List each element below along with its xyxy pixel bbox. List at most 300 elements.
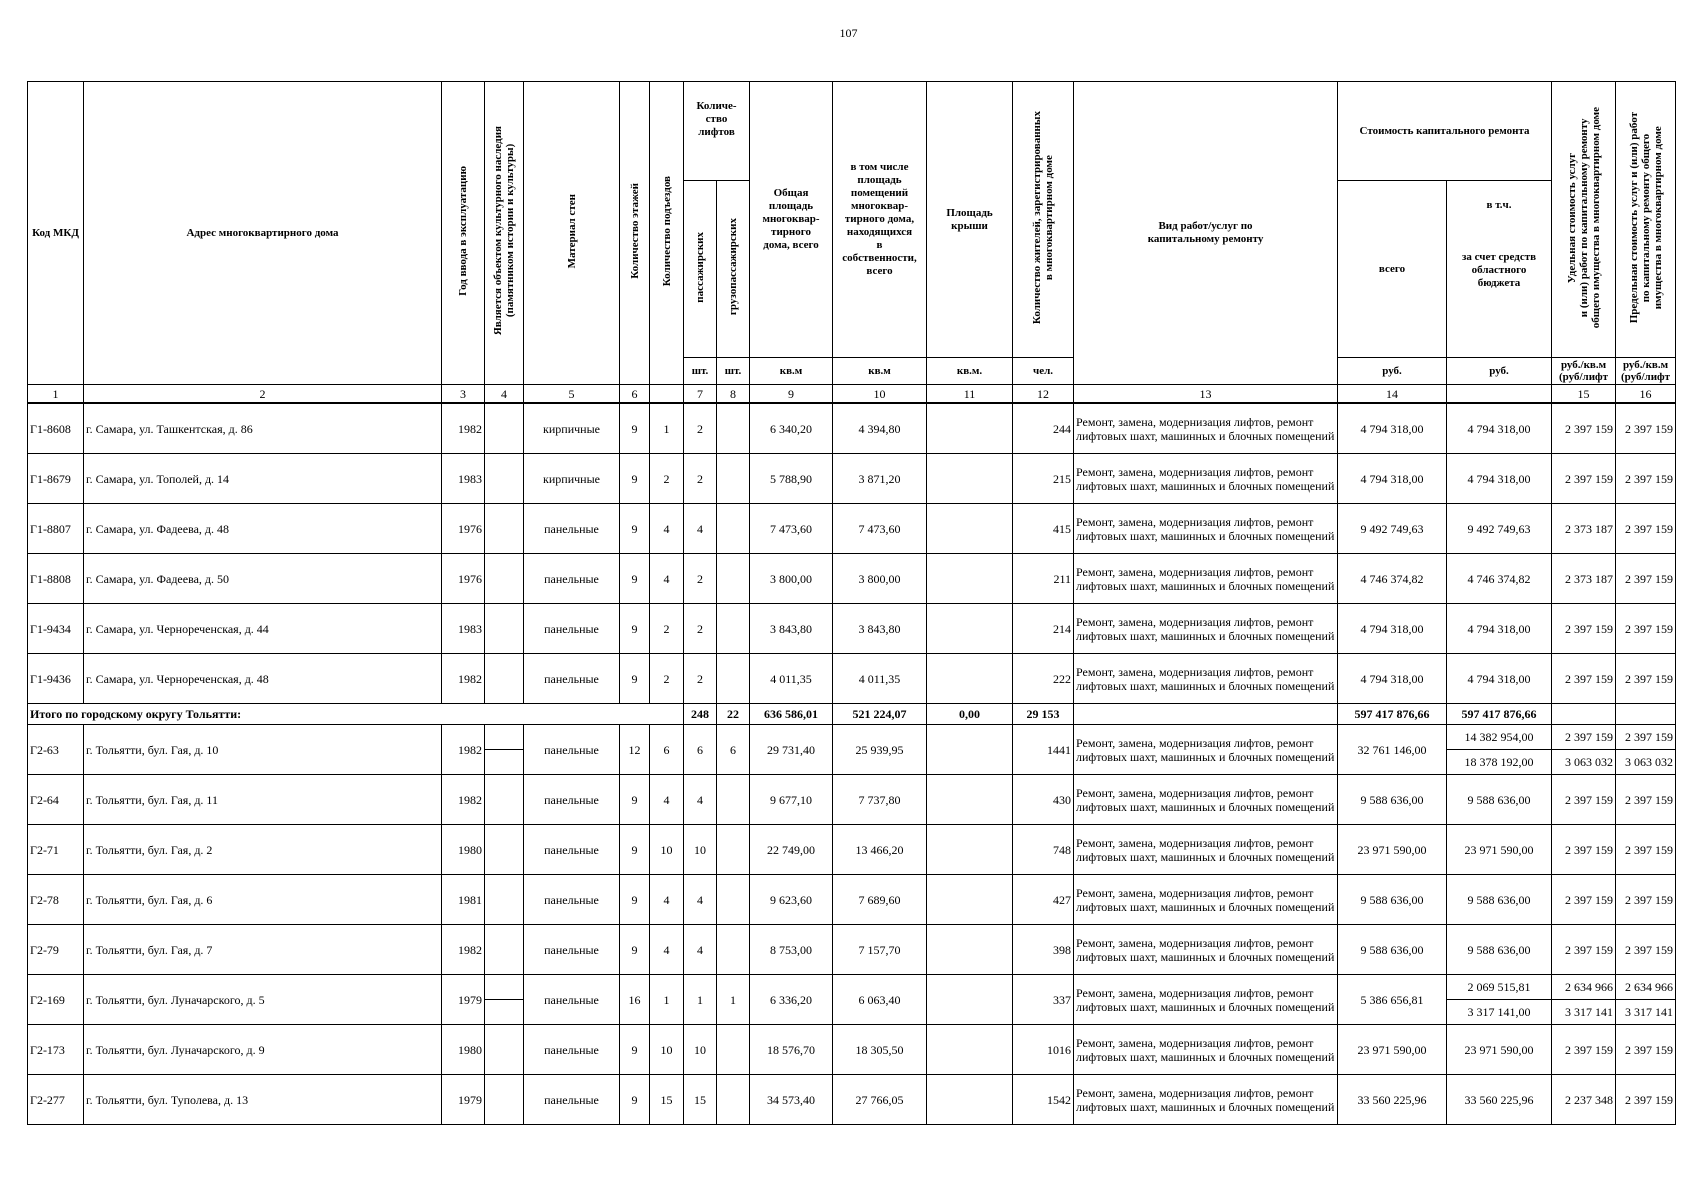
cell-owned-area: 25 939,95	[833, 725, 927, 775]
cell-residents: 1441	[1013, 725, 1074, 775]
column-number: 2	[84, 385, 442, 404]
cell-lifts-cargo	[717, 454, 750, 504]
cell-entrances: 10	[650, 825, 684, 875]
cell-lifts-pass: 10	[684, 825, 717, 875]
cell-work: Ремонт, замена, модернизация лифтов, ремонт лифтовых шахт, машинных и блочных помещений	[1074, 975, 1338, 1025]
capital-repair-table	[27, 81, 1676, 1125]
cell-residents: 244	[1013, 403, 1074, 454]
cell-limit-cost: 2 397 159	[1616, 454, 1676, 504]
cell-wall: панельные	[524, 725, 620, 775]
cell-work: Ремонт, замена, модернизация лифтов, ремонт лифтовых шахт, машинных и блочных помещений	[1074, 925, 1338, 975]
cell-year: 1983	[442, 454, 485, 504]
table-row	[28, 654, 1676, 704]
header-floors: Количество этажей	[620, 82, 650, 385]
cell-code: Г2-277	[28, 1075, 84, 1125]
cell-unit-cost: 2 397 159	[1552, 454, 1616, 504]
cell-limit-cost: 2 397 159	[1616, 775, 1676, 825]
cell-owned-area: 4 011,35	[833, 654, 927, 704]
cell-cost-region: 4 794 318,00	[1447, 454, 1552, 504]
cell-unit-cost: 2 373 187	[1552, 554, 1616, 604]
cell-entrances: 2	[650, 604, 684, 654]
cell-wall: панельные	[524, 975, 620, 1025]
cell-roof	[927, 775, 1013, 825]
cell-year: 1982	[442, 403, 485, 454]
cell-wall: панельные	[524, 654, 620, 704]
cell-lifts-cargo	[717, 925, 750, 975]
cell-unit-cost: 2 397 159	[1552, 725, 1616, 750]
cell-total-area: 5 788,90	[750, 454, 833, 504]
cell-heritage	[485, 875, 524, 925]
cell-code: Г2-64	[28, 775, 84, 825]
header-cost-total: всего	[1338, 181, 1447, 358]
column-number: 14	[1338, 385, 1447, 404]
cell-floors: 9	[620, 454, 650, 504]
cell-lifts-cargo	[717, 775, 750, 825]
total-owned-area: 521 224,07	[833, 704, 927, 725]
cell-lifts-cargo	[717, 604, 750, 654]
header-residents: Количество жителей, зарегистрированных в многоквартирном доме	[1013, 82, 1074, 358]
cell-address: г. Тольятти, бул. Гая, д. 2	[84, 825, 442, 875]
header-entrances: Количество подъездов	[650, 82, 684, 385]
table-row	[28, 725, 1676, 750]
cell-owned-area: 13 466,20	[833, 825, 927, 875]
cell-entrances: 10	[650, 1025, 684, 1075]
column-number: 7	[684, 385, 717, 404]
cell-address: г. Самара, ул. Чернореченская, д. 48	[84, 654, 442, 704]
cell-roof	[927, 825, 1013, 875]
cell-roof	[927, 504, 1013, 554]
cell-unit-cost: 2 397 159	[1552, 654, 1616, 704]
table-header	[28, 82, 1676, 404]
header-address: Адрес многоквартирного дома	[84, 82, 442, 385]
cell-work: Ремонт, замена, модернизация лифтов, ремонт лифтовых шахт, машинных и блочных помещений	[1074, 875, 1338, 925]
cell-cost-region: 9 492 749,63	[1447, 504, 1552, 554]
column-number	[650, 385, 684, 404]
cell-cost-region: 4 794 318,00	[1447, 654, 1552, 704]
cell-wall: панельные	[524, 775, 620, 825]
cell-entrances: 6	[650, 725, 684, 775]
header-total-area: Общая площадь многоквар- тирного дома, всего	[750, 82, 833, 358]
cell-cost-region: 4 794 318,00	[1447, 403, 1552, 454]
cell-address: г. Тольятти, бул. Туполева, д. 13	[84, 1075, 442, 1125]
cell-roof	[927, 454, 1013, 504]
empty-cell	[1552, 704, 1616, 725]
cell-year: 1976	[442, 504, 485, 554]
empty-cell	[485, 704, 524, 725]
unit-m2: кв.м	[833, 358, 927, 385]
cell-owned-area: 27 766,05	[833, 1075, 927, 1125]
cell-cost-region: 9 588 636,00	[1447, 775, 1552, 825]
cell-unit-cost: 3 317 141	[1552, 1000, 1616, 1025]
cell-total-area: 8 753,00	[750, 925, 833, 975]
cell-floors: 9	[620, 554, 650, 604]
cell-limit-cost: 2 397 159	[1616, 604, 1676, 654]
header-limit-cost: Предельная стоимость услуг и (или) работ по капитальному ремонту общего имущества в многоквартирном доме	[1616, 82, 1676, 358]
cell-floors: 9	[620, 925, 650, 975]
column-number: 10	[833, 385, 927, 404]
cell-cost-total: 4 746 374,82	[1338, 554, 1447, 604]
cell-wall: панельные	[524, 554, 620, 604]
cell-work: Ремонт, замена, модернизация лифтов, ремонт лифтовых шахт, машинных и блочных помещений	[1074, 825, 1338, 875]
page-number: 107	[839, 26, 858, 40]
cell-limit-cost: 2 397 159	[1616, 725, 1676, 750]
cell-heritage	[485, 725, 524, 775]
total-roof: 0,00	[927, 704, 1013, 725]
cell-address: г. Тольятти, бул. Гая, д. 6	[84, 875, 442, 925]
cell-cost-region: 18 378 192,00	[1447, 750, 1552, 775]
header-cost: Стоимость капитального ремонта	[1338, 82, 1552, 181]
cell-wall: панельные	[524, 1025, 620, 1075]
cell-unit-cost: 2 397 159	[1552, 775, 1616, 825]
table-row	[28, 454, 1676, 504]
header-heritage: Является объектом культурного наследия (памятником истории и культуры)	[485, 82, 524, 385]
cell-lifts-pass: 2	[684, 403, 717, 454]
cell-year: 1981	[442, 875, 485, 925]
cell-entrances: 2	[650, 454, 684, 504]
empty-cell	[524, 704, 620, 725]
cell-lifts-pass: 4	[684, 925, 717, 975]
cell-unit-cost: 2 397 159	[1552, 875, 1616, 925]
column-number: 15	[1552, 385, 1616, 404]
cell-floors: 9	[620, 654, 650, 704]
cell-owned-area: 4 394,80	[833, 403, 927, 454]
table-row	[28, 825, 1676, 875]
cell-address: г. Тольятти, бул. Луначарского, д. 9	[84, 1025, 442, 1075]
cell-work: Ремонт, замена, модернизация лифтов, ремонт лифтовых шахт, машинных и блочных помещений	[1074, 1025, 1338, 1075]
cell-code: Г1-8807	[28, 504, 84, 554]
cell-year: 1979	[442, 1075, 485, 1125]
column-number: 16	[1616, 385, 1676, 404]
column-number	[1447, 385, 1552, 404]
cell-unit-cost: 2 397 159	[1552, 403, 1616, 454]
cell-residents: 430	[1013, 775, 1074, 825]
cell-floors: 9	[620, 875, 650, 925]
empty-cell	[650, 704, 684, 725]
cell-residents: 222	[1013, 654, 1074, 704]
cell-code: Г1-9434	[28, 604, 84, 654]
total-cost: 597 417 876,66	[1338, 704, 1447, 725]
cell-code: Г2-63	[28, 725, 84, 775]
cell-work: Ремонт, замена, модернизация лифтов, ремонт лифтовых шахт, машинных и блочных помещений	[1074, 454, 1338, 504]
cell-lifts-cargo	[717, 654, 750, 704]
cell-lifts-cargo	[717, 554, 750, 604]
cell-code: Г1-8608	[28, 403, 84, 454]
cell-roof	[927, 1075, 1013, 1125]
cell-heritage	[485, 403, 524, 454]
cell-floors: 9	[620, 403, 650, 454]
cell-year: 1982	[442, 775, 485, 825]
cell-entrances: 4	[650, 925, 684, 975]
cell-owned-area: 7 689,60	[833, 875, 927, 925]
cell-entrances: 1	[650, 403, 684, 454]
cell-heritage	[485, 504, 524, 554]
cell-residents: 215	[1013, 454, 1074, 504]
cell-floors: 12	[620, 725, 650, 775]
empty-cell	[620, 704, 650, 725]
cell-wall: панельные	[524, 1075, 620, 1125]
cell-heritage	[485, 925, 524, 975]
cell-unit-cost: 2 397 159	[1552, 1025, 1616, 1075]
cell-heritage	[485, 825, 524, 875]
cell-code: Г1-8679	[28, 454, 84, 504]
cell-lifts-cargo	[717, 1075, 750, 1125]
cell-unit-cost: 2 397 159	[1552, 925, 1616, 975]
cell-lifts-cargo	[717, 825, 750, 875]
cell-code: Г1-8808	[28, 554, 84, 604]
cell-floors: 9	[620, 825, 650, 875]
cell-work: Ремонт, замена, модернизация лифтов, ремонт лифтовых шахт, машинных и блочных помещений	[1074, 775, 1338, 825]
cell-lifts-pass: 4	[684, 504, 717, 554]
unit-people: чел.	[1013, 358, 1074, 385]
cell-lifts-pass: 4	[684, 875, 717, 925]
header-unit-cost: Удельная стоимость услуг и (или) работ по капитальному ремонту общего имущества в многоквартирном доме	[1552, 82, 1616, 358]
cell-cost-region: 9 588 636,00	[1447, 875, 1552, 925]
cell-owned-area: 18 305,50	[833, 1025, 927, 1075]
cell-work: Ремонт, замена, модернизация лифтов, ремонт лифтовых шахт, машинных и блочных помещений	[1074, 1075, 1338, 1125]
column-number: 12	[1013, 385, 1074, 404]
cell-code: Г2-78	[28, 875, 84, 925]
unit-pcs: шт.	[684, 358, 717, 385]
cell-work: Ремонт, замена, модернизация лифтов, ремонт лифтовых шахт, машинных и блочных помещений	[1074, 604, 1338, 654]
cell-roof	[927, 725, 1013, 775]
cell-limit-cost: 2 397 159	[1616, 1025, 1676, 1075]
cell-total-area: 9 677,10	[750, 775, 833, 825]
cell-residents: 398	[1013, 925, 1074, 975]
cell-floors: 9	[620, 1025, 650, 1075]
cell-entrances: 2	[650, 654, 684, 704]
cell-limit-cost: 2 397 159	[1616, 825, 1676, 875]
cell-total-area: 18 576,70	[750, 1025, 833, 1075]
cell-entrances: 4	[650, 504, 684, 554]
unit-m2: кв.м	[750, 358, 833, 385]
cell-total-area: 3 843,80	[750, 604, 833, 654]
header-code: Код МКД	[28, 82, 84, 385]
cell-cost-total: 9 588 636,00	[1338, 775, 1447, 825]
cell-lifts-pass: 6	[684, 725, 717, 775]
table-row	[28, 1025, 1676, 1075]
cell-year: 1982	[442, 725, 485, 775]
cell-cost-total: 9 588 636,00	[1338, 925, 1447, 975]
cell-address: г. Самара, ул. Тополей, д. 14	[84, 454, 442, 504]
cell-roof	[927, 604, 1013, 654]
cell-lifts-cargo: 6	[717, 725, 750, 775]
unit-rub-m2: руб./кв.м (руб/лифт	[1616, 358, 1676, 385]
cell-cost-region: 33 560 225,96	[1447, 1075, 1552, 1125]
cell-unit-cost: 2 373 187	[1552, 504, 1616, 554]
cell-year: 1979	[442, 975, 485, 1025]
cell-entrances: 4	[650, 775, 684, 825]
cell-lifts-cargo	[717, 1025, 750, 1075]
cell-address: г. Самара, ул. Фадеева, д. 48	[84, 504, 442, 554]
cell-floors: 16	[620, 975, 650, 1025]
cell-address: г. Тольятти, бул. Гая, д. 7	[84, 925, 442, 975]
cell-cost-total: 4 794 318,00	[1338, 604, 1447, 654]
cell-roof	[927, 1025, 1013, 1075]
header-wall: Материал стен	[524, 82, 620, 385]
cell-year: 1982	[442, 654, 485, 704]
total-lifts-cargo: 22	[717, 704, 750, 725]
cell-floors: 9	[620, 604, 650, 654]
cell-total-area: 3 800,00	[750, 554, 833, 604]
cell-heritage	[485, 775, 524, 825]
cell-total-area: 22 749,00	[750, 825, 833, 875]
cell-wall: панельные	[524, 604, 620, 654]
cell-cost-total: 4 794 318,00	[1338, 403, 1447, 454]
header-owned-area: в том числе площадь помещений многоквар- тирного дома, находящихся в собственности, всего	[833, 82, 927, 358]
cell-residents: 748	[1013, 825, 1074, 875]
table-body	[28, 403, 1676, 1125]
cell-limit-cost: 2 397 159	[1616, 925, 1676, 975]
cell-total-area: 6 336,20	[750, 975, 833, 1025]
cell-cost-region: 23 971 590,00	[1447, 825, 1552, 875]
cell-roof	[927, 875, 1013, 925]
cell-lifts-pass: 1	[684, 975, 717, 1025]
table-row	[28, 1075, 1676, 1125]
cell-total-area: 7 473,60	[750, 504, 833, 554]
cell-year: 1980	[442, 1025, 485, 1075]
cell-unit-cost: 2 397 159	[1552, 604, 1616, 654]
cell-lifts-pass: 2	[684, 654, 717, 704]
cell-cost-total: 32 761 146,00	[1338, 725, 1447, 775]
table-row	[28, 775, 1676, 825]
column-number: 1	[28, 385, 84, 404]
cell-entrances: 1	[650, 975, 684, 1025]
cell-residents: 337	[1013, 975, 1074, 1025]
cell-entrances: 15	[650, 1075, 684, 1125]
cell-code: Г2-79	[28, 925, 84, 975]
cell-total-area: 9 623,60	[750, 875, 833, 925]
header-lifts-cargo: грузопассажирских	[717, 181, 750, 358]
cell-heritage	[485, 654, 524, 704]
header-lifts: Количе- ство лифтов	[684, 82, 750, 181]
cell-residents: 415	[1013, 504, 1074, 554]
column-numbers-row	[28, 385, 1676, 404]
cell-wall: панельные	[524, 925, 620, 975]
total-label: Итого по городскому округу Тольятти:	[28, 704, 485, 725]
cell-heritage	[485, 454, 524, 504]
header-roof: Площадь крыши	[927, 82, 1013, 358]
cell-floors: 9	[620, 775, 650, 825]
cell-cost-region: 4 794 318,00	[1447, 604, 1552, 654]
column-number: 13	[1074, 385, 1338, 404]
cell-cost-region: 4 746 374,82	[1447, 554, 1552, 604]
cell-lifts-cargo	[717, 875, 750, 925]
column-number: 6	[620, 385, 650, 404]
column-number: 9	[750, 385, 833, 404]
cell-total-area: 29 731,40	[750, 725, 833, 775]
unit-rub: руб.	[1447, 358, 1552, 385]
cell-year: 1982	[442, 925, 485, 975]
cell-limit-cost: 3 063 032	[1616, 750, 1676, 775]
cell-limit-cost: 2 397 159	[1616, 504, 1676, 554]
cell-cost-region: 14 382 954,00	[1447, 725, 1552, 750]
cell-address: г. Тольятти, бул. Луначарского, д. 5	[84, 975, 442, 1025]
cell-cost-total: 23 971 590,00	[1338, 825, 1447, 875]
cell-unit-cost: 2 397 159	[1552, 825, 1616, 875]
cell-heritage	[485, 1075, 524, 1125]
cell-limit-cost: 2 397 159	[1616, 403, 1676, 454]
cell-lifts-pass: 10	[684, 1025, 717, 1075]
cell-roof	[927, 654, 1013, 704]
table-row	[28, 975, 1676, 1000]
unit-rub: руб.	[1338, 358, 1447, 385]
empty-cell	[1074, 704, 1338, 725]
cell-cost-region: 9 588 636,00	[1447, 925, 1552, 975]
cell-lifts-cargo	[717, 403, 750, 454]
table-row	[28, 604, 1676, 654]
cell-wall: кирпичные	[524, 454, 620, 504]
cell-cost-region: 23 971 590,00	[1447, 1025, 1552, 1075]
total-row	[28, 704, 1676, 725]
unit-m2: кв.м.	[927, 358, 1013, 385]
total-residents: 29 153	[1013, 704, 1074, 725]
cell-lifts-cargo	[717, 504, 750, 554]
unit-rub-m2: руб./кв.м (руб/лифт	[1552, 358, 1616, 385]
cell-limit-cost: 2 397 159	[1616, 875, 1676, 925]
cell-code: Г1-9436	[28, 654, 84, 704]
cell-roof	[927, 975, 1013, 1025]
cell-owned-area: 6 063,40	[833, 975, 927, 1025]
cell-cost-region: 3 317 141,00	[1447, 1000, 1552, 1025]
cell-unit-cost: 2 634 966	[1552, 975, 1616, 1000]
cell-work: Ремонт, замена, модернизация лифтов, ремонт лифтовых шахт, машинных и блочных помещений	[1074, 725, 1338, 775]
header-cost-region: в т.ч. за счет средств областного бюджета	[1447, 181, 1552, 358]
cell-residents: 211	[1013, 554, 1074, 604]
cell-lifts-pass: 15	[684, 1075, 717, 1125]
cell-owned-area: 7 737,80	[833, 775, 927, 825]
cell-limit-cost: 2 634 966	[1616, 975, 1676, 1000]
cell-floors: 9	[620, 1075, 650, 1125]
cell-wall: панельные	[524, 825, 620, 875]
cell-lifts-pass: 2	[684, 604, 717, 654]
table-row	[28, 554, 1676, 604]
cell-owned-area: 3 871,20	[833, 454, 927, 504]
column-number: 11	[927, 385, 1013, 404]
total-lifts-pass: 248	[684, 704, 717, 725]
cell-code: Г2-169	[28, 975, 84, 1025]
cell-cost-total: 4 794 318,00	[1338, 654, 1447, 704]
cell-work: Ремонт, замена, модернизация лифтов, ремонт лифтовых шахт, машинных и блочных помещений	[1074, 504, 1338, 554]
cell-cost-total: 23 971 590,00	[1338, 1025, 1447, 1075]
cell-lifts-pass: 2	[684, 554, 717, 604]
cell-owned-area: 3 800,00	[833, 554, 927, 604]
table-row	[28, 925, 1676, 975]
cell-residents: 1542	[1013, 1075, 1074, 1125]
cell-owned-area: 7 473,60	[833, 504, 927, 554]
cell-entrances: 4	[650, 875, 684, 925]
cell-year: 1976	[442, 554, 485, 604]
unit-pcs: шт.	[717, 358, 750, 385]
empty-cell	[1616, 704, 1676, 725]
cell-cost-total: 9 588 636,00	[1338, 875, 1447, 925]
cell-code: Г2-71	[28, 825, 84, 875]
cell-roof	[927, 403, 1013, 454]
cell-cost-total: 9 492 749,63	[1338, 504, 1447, 554]
header-lifts-pass: пассажирских	[684, 181, 717, 358]
cell-heritage	[485, 975, 524, 1025]
column-number: 8	[717, 385, 750, 404]
cell-entrances: 4	[650, 554, 684, 604]
total-cost-region: 597 417 876,66	[1447, 704, 1552, 725]
table-row	[28, 403, 1676, 454]
cell-work: Ремонт, замена, модернизация лифтов, ремонт лифтовых шахт, машинных и блочных помещений	[1074, 654, 1338, 704]
cell-limit-cost: 2 397 159	[1616, 654, 1676, 704]
cell-wall: кирпичные	[524, 403, 620, 454]
total-area: 636 586,01	[750, 704, 833, 725]
cell-total-area: 6 340,20	[750, 403, 833, 454]
cell-cost-region: 2 069 515,81	[1447, 975, 1552, 1000]
cell-total-area: 34 573,40	[750, 1075, 833, 1125]
